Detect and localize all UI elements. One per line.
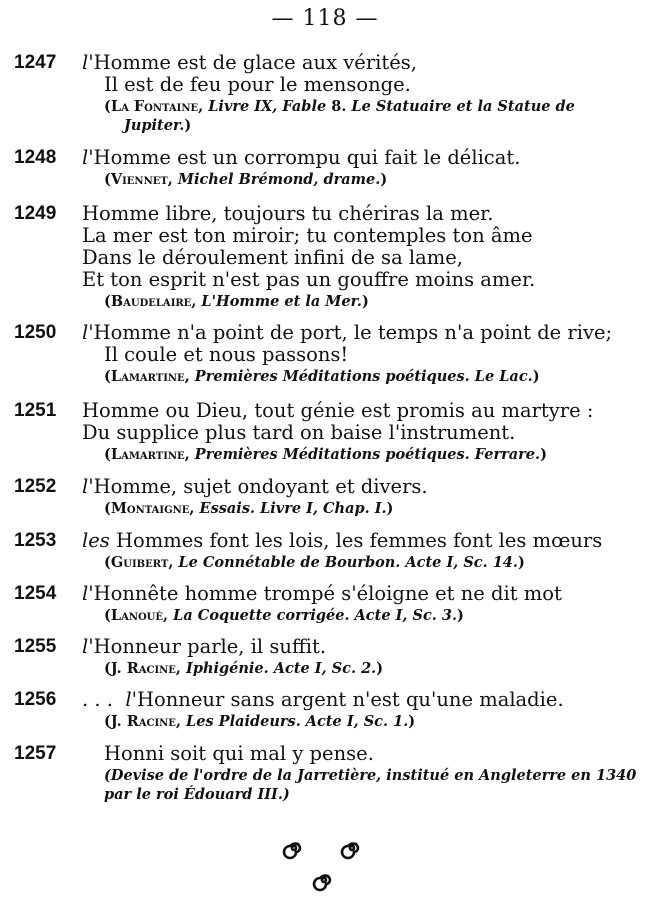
quote-text: l'Homme est un corrompu qui fait le délicat. [82, 146, 521, 169]
quote-text: Honni soit qui mal y pense. [104, 742, 374, 765]
quote-text: Homme ou Dieu, tout génie est promis au martyre : Du supplice plus tard on baise l'instrument. [82, 399, 594, 444]
citation-source: (Lamartine, Premières Méditations poétiques. Ferrare.) [104, 446, 547, 463]
quote-text: . . . l'Honneur sans argent n'est qu'une maladie. [82, 688, 564, 711]
entry-number: 1253 [14, 530, 57, 551]
quote-text: Homme libre, toujours tu chériras la mer. La mer est ton miroir; tu contemples ton âme Dans le déroulement infini de sa lame, Et ton esprit n'est pas un gouffre moins amer. [82, 202, 536, 291]
citation-source: (La Fontaine, Livre IX, Fable 8. Le Statuaire et la Statue de Jupiter.) [104, 98, 575, 134]
citation-source: (Lanoué, La Coquette corrigée. Acte I, Sc. 3.) [104, 607, 464, 624]
entry-1247 [0, 52, 650, 135]
citation-source: (Viennet, Michel Brémond, drame.) [104, 171, 388, 188]
entry-1251 [0, 400, 650, 464]
entry-number: 1247 [14, 52, 57, 73]
entry-1256 [0, 689, 650, 731]
spiral-ornament-icon [312, 868, 336, 892]
entry-number: 1248 [14, 147, 57, 168]
citation-source: (Montaigne, Essais. Livre I, Chap. I.) [104, 500, 394, 517]
spiral-ornament-icon [282, 836, 306, 860]
spiral-ornament-icon [340, 836, 364, 860]
entry-1248 [0, 147, 650, 189]
entry-number: 1249 [14, 203, 57, 224]
entry-number: 1255 [14, 636, 57, 657]
quote-text: les Hommes font les lois, les femmes font les mœurs [82, 529, 603, 552]
citation-source: (Baudelaire, L'Homme et la Mer.) [104, 293, 369, 310]
entry-1252 [0, 476, 650, 518]
entry-1249 [0, 203, 650, 311]
entry-1254 [0, 583, 650, 625]
entry-1257 [0, 743, 650, 804]
entry-number: 1256 [14, 689, 57, 710]
entry-number: 1254 [14, 583, 57, 604]
entry-number: 1250 [14, 322, 57, 343]
citation-note: (Devise de l'ordre de la Jarretière, institué en Angleterre en 1340 par le roi Édouard III.) [104, 767, 637, 803]
entry-number: 1257 [14, 743, 57, 764]
entry-number: 1252 [14, 476, 57, 497]
citation-source: (Lamartine, Premières Méditations poétiques. Le Lac.) [104, 368, 540, 385]
quote-text: l'Homme, sujet ondoyant et divers. [82, 475, 428, 498]
ornament-group [0, 828, 650, 892]
entry-1255 [0, 636, 650, 678]
quote-text: l'Homme est de glace aux vérités, Il est de feu pour le mensonge. [82, 51, 417, 96]
quote-text: l'Honneur parle, il suffit. [82, 635, 327, 658]
entry-number: 1251 [14, 400, 57, 421]
quote-text: l'Honnête homme trompé s'éloigne et ne dit mot [82, 582, 562, 605]
page-number: — 118 — [271, 6, 379, 31]
quote-text: l'Homme n'a point de port, le temps n'a point de rive; Il coule et nous passons! [82, 321, 613, 366]
citation-source: (Guibert, Le Connétable de Bourbon. Acte I, Sc. 14.) [104, 554, 525, 571]
citation-source: (J. Racine, Iphigénie. Acte I, Sc. 2.) [104, 660, 384, 677]
entry-1250 [0, 322, 650, 386]
entry-1253 [0, 530, 650, 572]
citation-source: (J. Racine, Les Plaideurs. Acte I, Sc. 1.) [104, 713, 416, 730]
